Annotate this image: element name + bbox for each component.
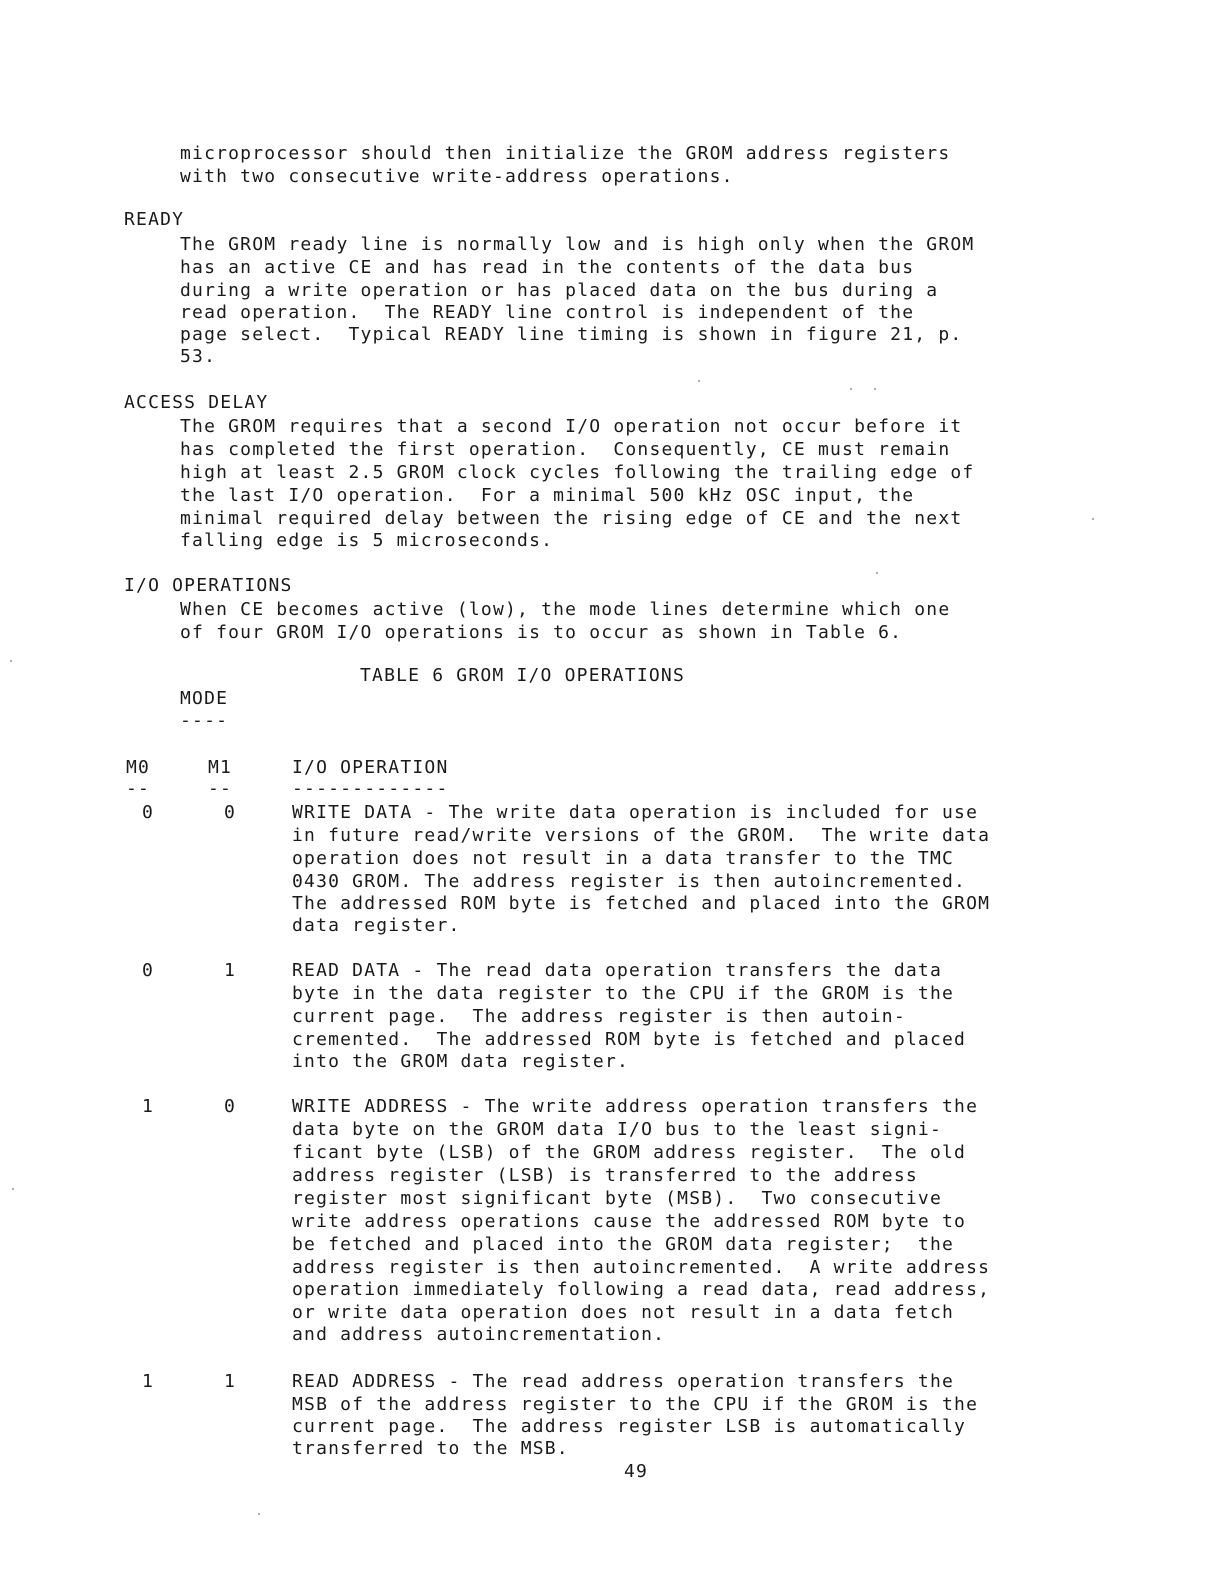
section-heading-access-delay: ACCESS DELAY — [124, 392, 269, 413]
ready-paragraph-line: has an active CE and has read in the contents of the data bus — [180, 257, 915, 278]
page-number: 49 — [624, 1461, 649, 1482]
ready-paragraph-line: read operation. The READY line control is independent of the — [180, 302, 915, 323]
column-rule-m1: -- — [208, 778, 233, 799]
table-row-description: ficant byte (LSB) of the GROM address register. The old — [292, 1142, 967, 1163]
table-row-description: be fetched and placed into the GROM data register; the — [292, 1234, 955, 1255]
table-row-description: address register (LSB) is transferred to the address — [292, 1165, 918, 1186]
access-delay-paragraph-line: falling edge is 5 microseconds. — [180, 530, 554, 551]
table-row-description: WRITE DATA - The write data operation is included for use — [292, 802, 979, 823]
access-delay-paragraph-line: minimal required delay between the rising edge of CE and the next — [180, 508, 963, 529]
mode-label: MODE — [180, 688, 229, 709]
table-title: TABLE 6 GROM I/O OPERATIONS — [360, 665, 685, 686]
intro-line: microprocessor should then initialize the GROM address registers — [180, 143, 951, 164]
scan-speck — [1092, 518, 1094, 520]
table-cell-m1: 0 — [224, 1096, 237, 1117]
intro-line: with two consecutive write-address operations. — [180, 166, 734, 187]
table-cell-m1: 1 — [224, 1371, 237, 1392]
table-row-description: READ ADDRESS - The read address operation transfers the — [292, 1371, 955, 1392]
io-operations-paragraph-line: of four GROM I/O operations is to occur as shown in Table 6. — [180, 622, 903, 643]
section-heading-ready: READY — [124, 209, 185, 230]
table-cell-m1: 0 — [224, 802, 237, 823]
table-row-description: address register is then autoincremented. A write address — [292, 1257, 991, 1278]
column-header-m0: M0 — [126, 757, 151, 778]
mode-rule: ---- — [180, 710, 229, 731]
column-rule-io-operation: ------------- — [292, 778, 449, 799]
ready-paragraph-line: page select. Typical READY line timing is shown in figure 21, p. — [180, 324, 963, 345]
table-row-description: The addressed ROM byte is fetched and placed into the GROM — [292, 893, 991, 914]
table-row-description: data register. — [292, 915, 461, 936]
table-cell-m0: 0 — [142, 960, 155, 981]
table-row-description: cremented. The addressed ROM byte is fetched and placed — [292, 1029, 967, 1050]
column-header-m1: M1 — [208, 757, 233, 778]
table-row-description: WRITE ADDRESS - The write address operation transfers the — [292, 1096, 979, 1117]
access-delay-paragraph-line: has completed the first operation. Consequently, CE must remain — [180, 439, 951, 460]
table-cell-m1: 1 — [224, 960, 237, 981]
table-cell-m0: 1 — [142, 1371, 155, 1392]
table-row-description: write address operations cause the addressed ROM byte to — [292, 1211, 967, 1232]
scan-speck — [874, 388, 876, 390]
ready-paragraph-line: 53. — [180, 346, 217, 367]
column-rule-m0: -- — [126, 778, 151, 799]
table-row-description: READ DATA - The read data operation transfers the data — [292, 960, 942, 981]
table-row-description: byte in the data register to the CPU if the GROM is the — [292, 983, 955, 1004]
ready-paragraph-line: during a write operation or has placed data on the bus during a — [180, 280, 939, 301]
scan-speck — [12, 1188, 14, 1190]
table-row-description: 0430 GROM. The address register is then autoincremented. — [292, 871, 967, 892]
table-cell-m0: 0 — [142, 802, 155, 823]
access-delay-paragraph-line: the last I/O operation. For a minimal 500 kHz OSC input, the — [180, 485, 915, 506]
table-row-description: into the GROM data register. — [292, 1051, 630, 1072]
access-delay-paragraph-line: high at least 2.5 GROM clock cycles following the trailing edge of — [180, 462, 975, 483]
table-row-description: current page. The address register is then autoin- — [292, 1006, 906, 1027]
section-heading-io-operations: I/O OPERATIONS — [124, 575, 293, 596]
table-row-description: transferred to the MSB. — [292, 1438, 569, 1459]
scan-speck — [698, 380, 700, 382]
table-row-description: in future read/write versions of the GROM. The write data — [292, 825, 991, 846]
table-row-description: operation does not result in a data transfer to the TMC — [292, 848, 955, 869]
column-header-io-operation: I/O OPERATION — [292, 757, 449, 778]
table-row-description: data byte on the GROM data I/O bus to the least signi- — [292, 1119, 942, 1140]
io-operations-paragraph-line: When CE becomes active (low), the mode lines determine which one — [180, 599, 951, 620]
scan-speck — [876, 572, 878, 574]
access-delay-paragraph-line: The GROM requires that a second I/O operation not occur before it — [180, 416, 963, 437]
scan-speck — [10, 660, 12, 662]
table-row-description: or write data operation does not result in a data fetch — [292, 1302, 955, 1323]
table-cell-m0: 1 — [142, 1096, 155, 1117]
table-row-description: MSB of the address register to the CPU if the GROM is the — [292, 1394, 979, 1415]
scan-speck — [850, 388, 852, 390]
scan-speck — [258, 1513, 260, 1515]
table-row-description: and address autoincrementation. — [292, 1324, 666, 1345]
ready-paragraph-line: The GROM ready line is normally low and is high only when the GROM — [180, 234, 975, 255]
table-row-description: register most significant byte (MSB). Two consecutive — [292, 1188, 942, 1209]
table-row-description: operation immediately following a read data, read address, — [292, 1279, 991, 1300]
table-row-description: current page. The address register LSB is automatically — [292, 1416, 967, 1437]
